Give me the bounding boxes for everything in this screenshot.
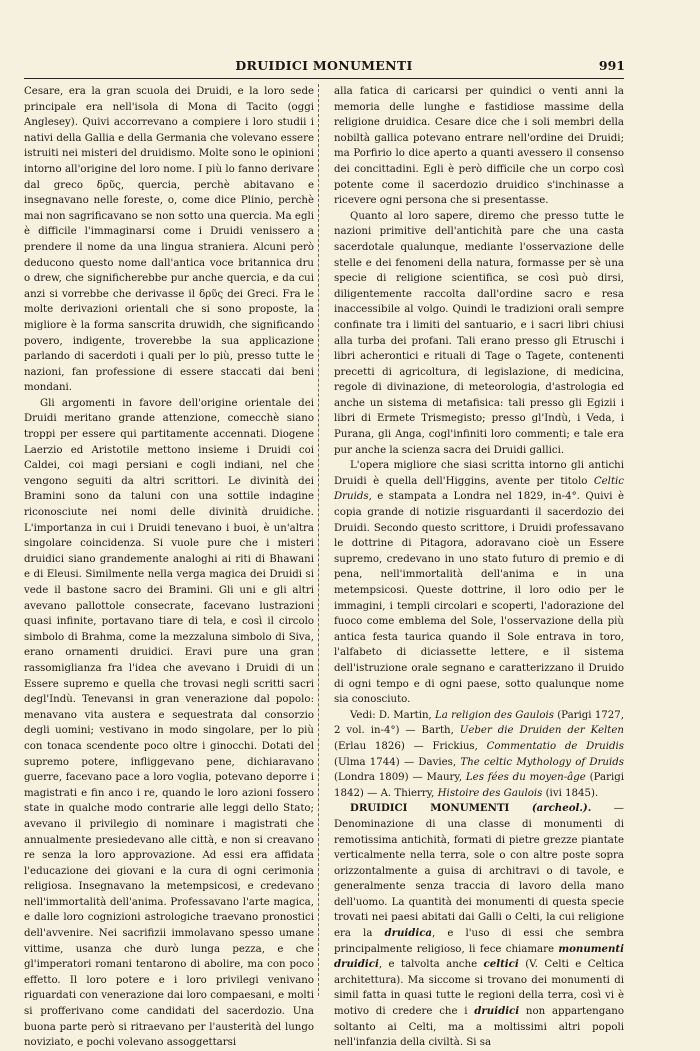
text-run: (ivi 1845). xyxy=(542,787,599,799)
book-title: La religion des Gaulois xyxy=(435,709,554,721)
left-column xyxy=(24,84,314,1051)
running-head: DRUIDICI MONUMENTI xyxy=(235,58,413,73)
text-run: (Parigi 1727, 2 vol. in-4°) — Barth, xyxy=(334,709,624,737)
text-run: (Ulma 1744) — Davies, xyxy=(334,756,461,768)
emphasis: druidici xyxy=(474,1005,520,1018)
text-run: (Erlau 1826) — Frickius, xyxy=(334,740,487,752)
text-run: (V. Celti e Celtica architettura). Ma siccome si trovano dei monumenti di simil fatta in quasi tutte le regioni della terra, così vi è motivo di credere che i xyxy=(334,959,624,1018)
left-paragraph-1: Cesare, era la gran scuola dei Druidi, e la loro sede principale era nell'isola di Mona di Tacito (oggi Anglesey). Quivi accorrevano a compiere i loro studii i nativi della Gallia e della Germania che volevano essere istruiti nei misteri del druidismo. Molte sono le opinioni intorno all'origine del loro nome. I più lo fanno derivare dal greco δρῦς, quercia, perchè abitavano e insegnavano nelle foreste, o, come dice Plinio, perchè mai non sagrificavano se non sotto una quercia. Ma egli è difficile l'immaginarsi come i Druidi venissero a prendere il nome da una lingua straniera. Alcuni però deducono questo nome dall'antica voce britannica dru o drew, che significherebbe pur anche quercia, e da cui anzi si vorrebbe che derivasse il δρῦς dei Greci. Fra le molte derivazioni orientali che si sono proposte, la migliore è la forma sanscrita druwidh, che significando povero, indigente, troverebbe la sua applicazione parlando di sacerdoti i quali per lo più, presso tutte le nazioni, fan professione di essere staccati dai beni mondani. xyxy=(24,86,314,394)
right-paragraph-1: alla fatica di caricarsi per quindici o venti anni la memoria delle lunghe e fastidiose massime della religione druidica. Cesare dice che i soli membri della nobiltà gallica potevano entrare nell'ordine dei Druidi; ma Porfirio lo dice aperto a quanti avessero il consenso dei concittadini. Egli è però difficile che un corpo così potente come il sacerdozio druidico s'inchinasse a ricevere ogni persona che si presentasse. xyxy=(334,86,624,207)
bibliography-paragraph xyxy=(334,708,624,802)
entry-paragraph xyxy=(334,801,624,1051)
page-header xyxy=(24,56,624,79)
book-title: The celtic Mythology of Druids xyxy=(460,756,624,768)
book-title: Celtic Druids xyxy=(334,475,624,503)
text-run: , e talvolta anche xyxy=(378,959,484,971)
emphasis: celtici xyxy=(483,958,519,971)
book-title: Les fées du moyen-âge xyxy=(465,772,586,784)
text-run: , e l'uso di essi che sembra principalmente religioso, li fece chiamare xyxy=(334,928,624,955)
column-divider xyxy=(318,84,319,996)
entry-tag: (archeol.). xyxy=(531,802,592,815)
text-run: (Parigi 1842) — A. Thierry, xyxy=(334,772,624,799)
text-run: Vedi: D. Martin, xyxy=(350,709,436,721)
emphasis: monumenti druidici xyxy=(334,942,624,971)
emphasis: druidica xyxy=(384,927,433,940)
text-run: (Londra 1809) — Maury, xyxy=(334,772,466,784)
right-paragraph-3 xyxy=(334,458,624,708)
book-title: Histoire des Gaulois xyxy=(437,787,543,799)
left-paragraph-2: Gli argomenti in favore dell'origine orientale dei Druidi meritano grande attenzione, comecchè siano troppi per essere qui partitamente accennati. Diogene Laerzio ed Aristotile mettono insieme i Druidi coi Caldei, coi magi persiani e cogli indiani, nel che vengono seguiti da altri scrittori. Le divinità dei Bramini sono da taluni con una sottile indagine riconosciute nei nomi delle divinità druidiche. L'importanza in cui i Druidi tenevano i buoi, è un'altra singolare coincidenza. Si vuole pure che i misteri druidici siano grandemente analoghi ai riti di Bhawani e di Eleusi. Similmente nella verga magica dei Druidi si vede il bastone sacro dei Bramini. Gli uni e gli altri avevano pallottole consecrate, facevano lustrazioni quasi infinite, portavano tiare di tela, e così il circolo simbolo di Brahma, come la mezzaluna simbolo di Siva, erano ornamenti druidici. Eravi pure una gran rassomiglianza fra l'idea che avevano i Druidi di un Essere supremo e quella che trovasi negli scritti sacri degl'Indù. Tenevansi in gran venerazione dal popolo: menavano vita austera e sequestrata dal consorzio degli uomini; vestivano in modo singolare, per lo più con tonaca scendente poco oltre i ginocchi. Dotati del supremo potere, infliggevano pene, dichiaravano guerre, facevano pace a loro voglia, potevano deporre i magistrati e fin anco i re, quando le loro azioni fossero state in qualche modo contrarie alle leggi dello Stato; avevano il privilegio di nominare i magistrati che annualmente presiedevano alle città, e non si creavano re senza la loro approvazione. Ad essi era affidata l'educazione dei giovani e la cura di ogni cerimonia religiosa. Insegnavano la metempsicosi, e credevano nell'immortalità dell'anima. Professavano l'arte magica, e dalle loro cognizioni astrologiche traevano pronostici dell'avvenire. Nei sacrifizii immolavano spesso umane vittime, usanza che durò lunga pezza, e che gl'imperatori romani tentarono di abolire, ma con poco effetto. Il loro potere e i loro privilegi venivano riguardati con venerazione dai loro compaesani, e molti si profferivano come candidati del sacerdozio. Una buona parte però si ritraevano per l'austerità del lungo noviziato, e pochi volevano assoggettarsi xyxy=(24,397,314,1049)
right-column xyxy=(334,84,624,1051)
book-title: Ueber die Druiden der Kelten xyxy=(459,725,624,737)
right-paragraph-2: Quanto al loro sapere, diremo che presso tutte le nazioni primitive dell'antichità pare che una casta sacerdotale qualunque, mediante l'osservazione delle stelle e dei fenomeni della natura, formasse per sè una specie di religione scientifica, se così può dirsi, diligentemente raccolta dall'ordine sacro e resa inaccessibile al volgo. Quindi le tradizioni orali sempre confinate tra i limiti del santuario, e i sacri libri chiusi alla turba dei profani. Tali erano presso gli Etruschi i libri acherontici e rituali di Tage o Tagete, contenenti precetti di agricoltura, di legislazione, di medicina, regole di divinazione, di meteorologia, d'astrologia ed anche un sistema di metafisica: tali presso gli Egizii i libri di Ermete Trismegisto; presso gl'Indù, i Veda, i Purana, gli Anga, cogl'infiniti loro commenti; e tale era pur anche la scienza sacra dei Druidi gallici. xyxy=(334,210,624,456)
entry-headword: DRUIDICI MONUMENTI xyxy=(350,802,510,815)
book-title: Commentatio de Druidis xyxy=(486,740,625,752)
text-run: — Denominazione di una classe di monumenti di remotissima antichità, formati di pietre grezze piantate verticalmente nella terra, sole o con altre poste sopra orizzontalmente a guisa di architravi o di tavole, e generalmente senza traccia di lavoro della mano dell'uomo. La quantità dei monumenti di questa specie trovati nei paesi abitati dai Galli o Celti, la cui religione era la xyxy=(334,803,624,940)
text-run: L'opera migliore che siasi scritta intorno gli antichi Druidi è quella dell'Higgins, avente per titolo xyxy=(334,460,624,487)
text-run: , e stampata a Londra nel 1829, in-4°. Quivi è copia grande di notizie risguardanti il sacerdozio dei Druidi. Secondo questo scrittore, i Druidi professavano le dottrine di Pitagora, adoravano cioè un Essere supremo, credevano in uno stato futuro di premio e di pena, nell'immortalità dell'anima e in una metempsicosi. Queste dottrine, il loro odio per le immagini, i templi circolari e scoperti, l'adorazione del fuoco come emblema del Sole, l'osservazione della più antica festa taurica quando il Sole entrava in toro, l'alfabeto di diciassette lettere, e il sistema dell'istruzione orale segnano e caratterizzano il Druido di ogni tempo e di ogni paese, sotto qualunque nome sia conosciuto. xyxy=(334,491,624,706)
page-number: 991 xyxy=(598,58,625,73)
text-run: non appartengano soltanto ai Celti, ma a moltissimi altri popoli nell'infanzia della civiltà. Si sa xyxy=(334,1006,624,1049)
